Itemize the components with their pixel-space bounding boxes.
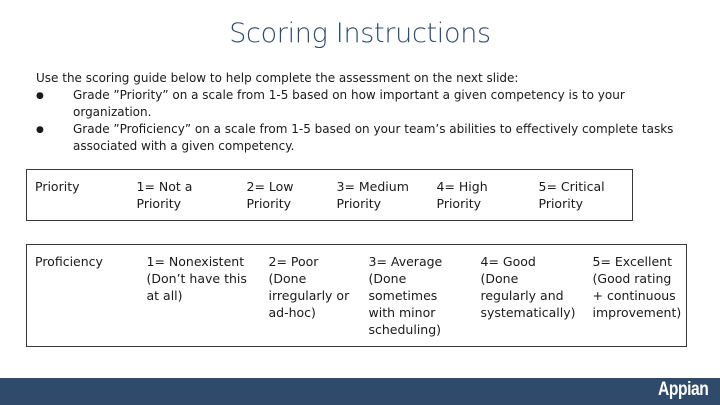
instructions xyxy=(36,70,696,155)
priority-level-3: 3= Medium Priority xyxy=(329,170,429,221)
priority-level-4: 4= High Priority xyxy=(429,170,531,221)
bullet-text: Grade ”Priority” on a scale from 1-5 based on how important a given competency is to your organization. xyxy=(73,88,625,119)
priority-level-5: 5= Critical Priority xyxy=(531,170,633,221)
table-row xyxy=(27,170,633,221)
priority-level-2: 2= Low Priority xyxy=(239,170,329,221)
slide-title: Scoring Instructions xyxy=(229,18,491,49)
proficiency-level-1: 1= Nonexistent (Don’t have this at all) xyxy=(139,245,261,347)
proficiency-scale-table xyxy=(26,244,687,347)
proficiency-level-2: 2= Poor (Done irregularly or ad-hoc) xyxy=(261,245,361,347)
proficiency-label: Proficiency xyxy=(27,245,139,347)
proficiency-level-3: 3= Average (Done sometimes with minor scheduling) xyxy=(361,245,473,347)
proficiency-level-5: 5= Excellent (Good rating + continuous improvement) xyxy=(585,245,687,347)
bullet-item-priority xyxy=(36,87,696,121)
footer-bar xyxy=(0,378,720,405)
bullet-text: Grade ”Proficiency” on a scale from 1-5 based on your team’s abilities to effectively complete tasks associated with a given competency. xyxy=(73,122,674,153)
priority-scale-table xyxy=(26,169,633,221)
bullet-list xyxy=(36,87,696,155)
appian-logo: Appian xyxy=(657,379,708,400)
table-row xyxy=(27,245,687,347)
priority-label: Priority xyxy=(27,170,129,221)
intro-text: Use the scoring guide below to help complete the assessment on the next slide: xyxy=(36,71,519,85)
proficiency-level-4: 4= Good (Done regularly and systematically) xyxy=(473,245,585,347)
priority-level-1: 1= Not a Priority xyxy=(129,170,239,221)
bullet-item-proficiency xyxy=(36,121,696,155)
